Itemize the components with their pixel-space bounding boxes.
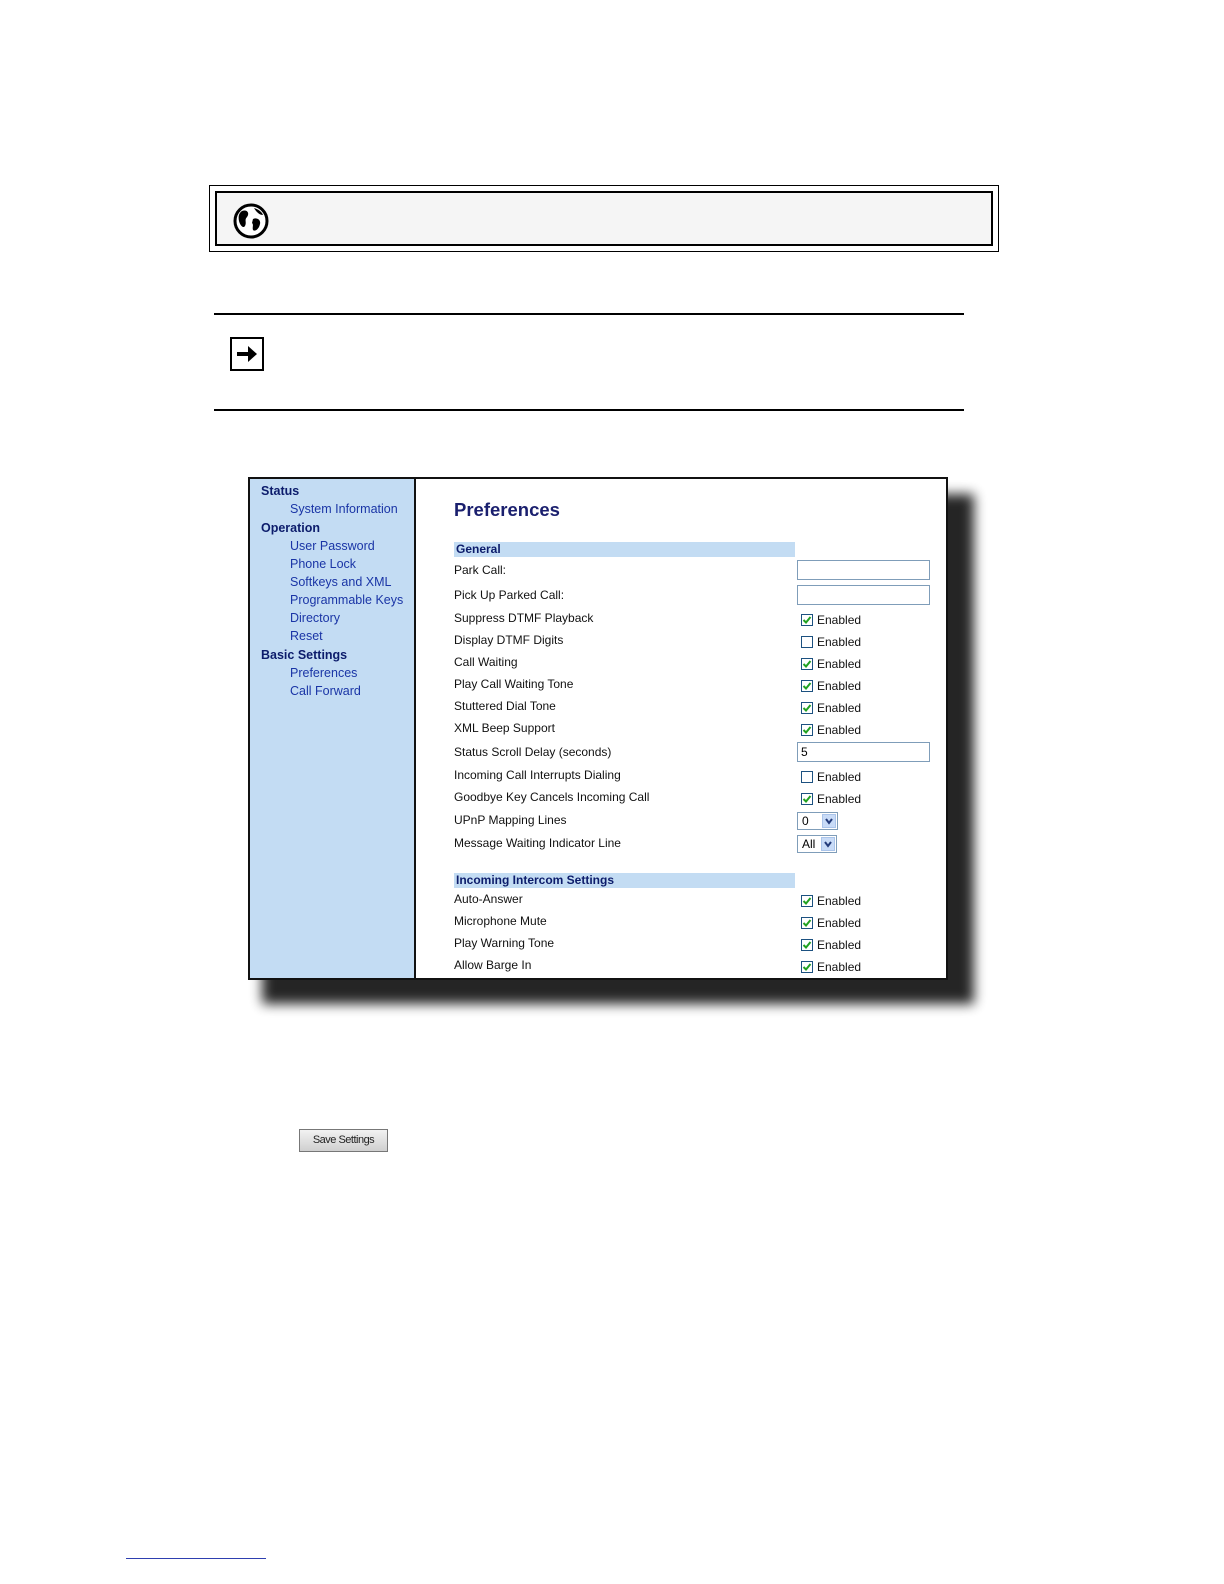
note-bottom-rule [214, 409, 964, 411]
scroll-delay-label: Status Scroll Delay (seconds) [454, 745, 612, 759]
mwi-line-value: All [802, 837, 816, 851]
globe-callout-box [209, 185, 999, 252]
warning-tone-checkbox[interactable] [801, 939, 813, 951]
footnote-rule [126, 1558, 266, 1559]
save-settings-button[interactable]: Save Settings [299, 1129, 388, 1152]
mwi-line-label: Message Waiting Indicator Line [454, 836, 621, 850]
sidebar-section-basic-settings[interactable]: Basic Settings [261, 648, 348, 662]
pickup-parked-call-label: Pick Up Parked Call: [454, 588, 565, 602]
barge-in-label: Allow Barge In [454, 958, 532, 972]
park-call-input[interactable] [797, 560, 930, 580]
incoming-interrupts-label: Incoming Call Interrupts Dialing [454, 768, 621, 782]
upnp-lines-select[interactable] [797, 812, 838, 830]
checkmark-icon [802, 794, 812, 804]
arrow-right-icon [230, 337, 264, 371]
globe-callout-inner [215, 191, 993, 246]
sidebar [250, 479, 416, 978]
play-cw-tone-checkbox[interactable] [801, 680, 813, 692]
section-header-general: General [454, 542, 795, 557]
checkmark-icon [802, 681, 812, 691]
display-dtmf-label: Display DTMF Digits [454, 633, 564, 647]
sidebar-item-directory[interactable]: Directory [290, 611, 341, 625]
mic-mute-checkbox[interactable] [801, 917, 813, 929]
pickup-parked-call-input[interactable] [797, 585, 930, 605]
auto-answer-option: Enabled [817, 894, 862, 908]
suppress-dtmf-label: Suppress DTMF Playback [454, 611, 594, 625]
display-dtmf-checkbox[interactable] [801, 636, 813, 648]
stuttered-tone-checkbox[interactable] [801, 702, 813, 714]
xml-beep-option: Enabled [817, 723, 862, 737]
sidebar-item-user-password[interactable]: User Password [290, 539, 375, 553]
checkmark-icon [802, 962, 812, 972]
section-header-intercom: Incoming Intercom Settings [454, 873, 795, 888]
incoming-interrupts-checkbox[interactable] [801, 771, 813, 783]
park-call-label: Park Call: [454, 563, 507, 577]
stuttered-tone-label: Stuttered Dial Tone [454, 699, 556, 713]
stuttered-tone-option: Enabled [817, 701, 862, 715]
mic-mute-option: Enabled [817, 916, 862, 930]
sidebar-section-operation[interactable]: Operation [261, 521, 321, 535]
page-title: Preferences [454, 499, 560, 520]
chevron-down-icon[interactable] [821, 837, 835, 851]
call-waiting-label: Call Waiting [454, 655, 518, 669]
xml-beep-label: XML Beep Support [454, 721, 555, 735]
call-waiting-checkbox[interactable] [801, 658, 813, 670]
sidebar-item-programmable-keys[interactable]: Programmable Keys [290, 593, 404, 607]
warning-tone-option: Enabled [817, 938, 862, 952]
sidebar-item-preferences[interactable]: Preferences [290, 666, 358, 680]
checkmark-icon [802, 703, 812, 713]
checkmark-icon [802, 615, 812, 625]
note-top-rule [214, 313, 964, 315]
auto-answer-checkbox[interactable] [801, 895, 813, 907]
barge-in-checkbox[interactable] [801, 961, 813, 973]
sidebar-item-phone-lock[interactable]: Phone Lock [290, 557, 357, 571]
checkmark-icon [802, 940, 812, 950]
upnp-lines-label: UPnP Mapping Lines [454, 813, 567, 827]
goodbye-cancels-option: Enabled [817, 792, 862, 806]
upnp-lines-value: 0 [802, 814, 809, 828]
play-cw-tone-label: Play Call Waiting Tone [454, 677, 574, 691]
play-cw-tone-option: Enabled [817, 679, 862, 693]
sidebar-item-system-information[interactable]: System Information [290, 502, 398, 516]
display-dtmf-option: Enabled [817, 635, 862, 649]
barge-in-option: Enabled [817, 960, 862, 974]
suppress-dtmf-option: Enabled [817, 613, 862, 627]
suppress-dtmf-checkbox[interactable] [801, 614, 813, 626]
main-panel [416, 479, 946, 978]
sidebar-item-reset[interactable]: Reset [290, 629, 323, 643]
mic-mute-label: Microphone Mute [454, 914, 547, 928]
checkmark-icon [802, 896, 812, 906]
mwi-line-select[interactable] [797, 835, 837, 853]
checkmark-icon [802, 725, 812, 735]
scroll-delay-input[interactable]: 5 [797, 742, 930, 762]
goodbye-cancels-label: Goodbye Key Cancels Incoming Call [454, 790, 650, 804]
checkmark-icon [802, 659, 812, 669]
checkmark-icon [802, 918, 812, 928]
goodbye-cancels-checkbox[interactable] [801, 793, 813, 805]
warning-tone-label: Play Warning Tone [454, 936, 555, 950]
chevron-down-icon[interactable] [822, 814, 836, 828]
globe-icon [233, 203, 269, 239]
web-ui-screenshot [248, 477, 948, 980]
sidebar-item-softkeys-xml[interactable]: Softkeys and XML [290, 575, 392, 589]
auto-answer-label: Auto-Answer [454, 892, 523, 906]
xml-beep-checkbox[interactable] [801, 724, 813, 736]
incoming-interrupts-option: Enabled [817, 770, 862, 784]
sidebar-item-call-forward[interactable]: Call Forward [290, 684, 361, 698]
call-waiting-option: Enabled [817, 657, 862, 671]
sidebar-section-status[interactable]: Status [261, 484, 300, 498]
